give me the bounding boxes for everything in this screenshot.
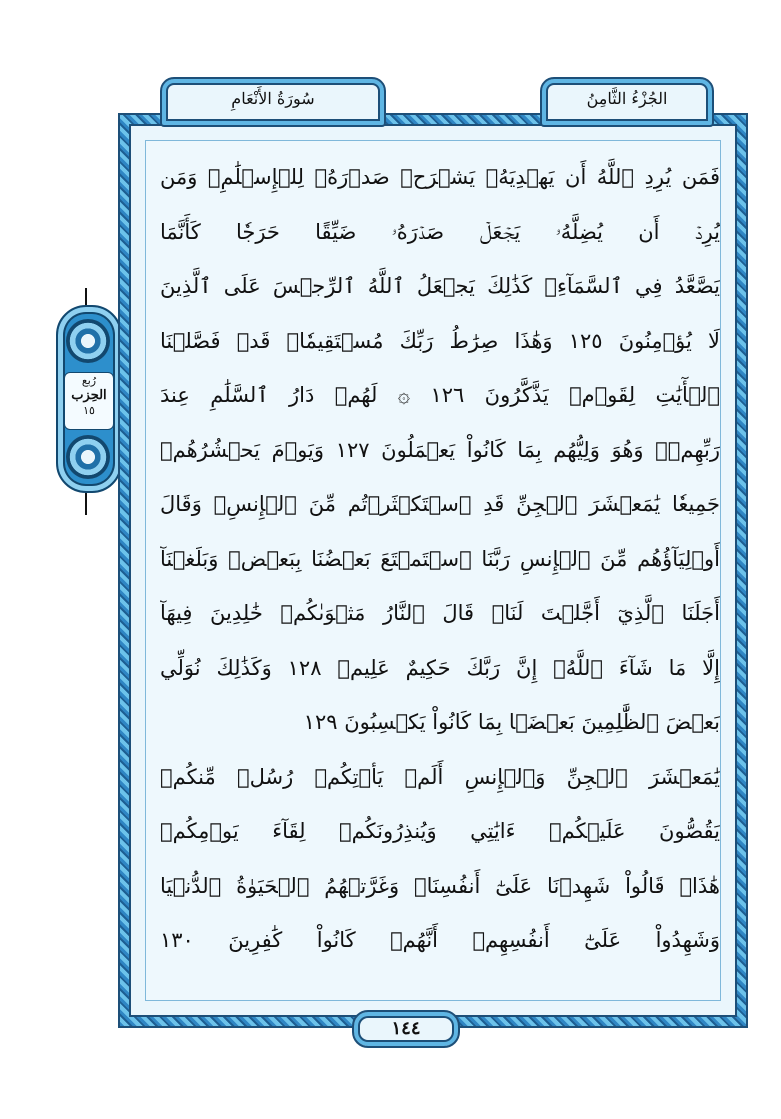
rub-al-hizb-medallion [56, 305, 122, 493]
verse-line: وَشَهِدُواْ عَلَىٰٓ أَنفُسِهِمۡ أَنَّهُمۡ كَانُواْ كَٰفِرِينَ ١٣٠ [160, 928, 720, 952]
verse-line: بَعۡضَ ٱلظَّٰلِمِينَ بَعۡضَۢا بِمَا كَانُواْ يَكۡسِبُونَ ١٢٩ [303, 710, 720, 734]
verse-line: رَبِّهِمۡۖ وَهُوَ وَلِيُّهُم بِمَا كَانُواْ يَعۡمَلُونَ ١٢٧ وَيَوۡمَ يَحۡشُرُهُمۡ [160, 437, 720, 462]
hizb-marker-label [64, 372, 114, 430]
hizb-marker-number: ١٥ [83, 404, 95, 417]
verse-line: أَوۡلِيَآؤُهُم مِّنَ ٱلۡإِنسِ رَبَّنَا ٱسۡتَمۡتَعَ بَعۡضُنَا بِبَعۡضٖ وَبَلَغۡنَآ [160, 546, 720, 571]
rosette-top-icon [66, 319, 110, 363]
verse-line: فَمَن يُرِدِ ٱللَّهُ أَن يَهۡدِيَهُۥ يَشۡرَحۡ صَدۡرَهُۥ لِلۡإِسۡلَٰمِۖ وَمَن [160, 165, 720, 189]
juz-name-cartouche [540, 77, 714, 127]
verse-line: جَمِيعٗا يَٰمَعۡشَرَ ٱلۡجِنِّ قَدِ ٱسۡتَكۡثَرۡتُم مِّنَ ٱلۡإِنسِۖ وَقَالَ [160, 492, 720, 516]
verse-line: يُرِدۡ أَن يُضِلَّهُۥ يَجۡعَلۡ صَدۡرَهُۥ ضَيِّقًا حَرَجٗا كَأَنَّمَا [160, 219, 720, 244]
page-number-cartouche [352, 1010, 460, 1048]
hizb-marker-line1: رُبع [81, 374, 97, 387]
verse-line: لَا يُؤۡمِنُونَ ١٢٥ وَهَٰذَا صِرَٰطُ رَبِّكَ مُسۡتَقِيمٗاۗ قَدۡ فَصَّلۡنَا [160, 328, 720, 353]
juz-name: الجُزْءُ الثَّامِنُ [586, 89, 668, 108]
verse-line: إِلَّا مَا شَآءَ ٱللَّهُۗ إِنَّ رَبَّكَ حَكِيمٌ عَلِيمٞ ١٢٨ وَكَذَٰلِكَ نُوَلِّي [160, 655, 720, 680]
surah-name: سُورَةُ الأَنْعَامِ [231, 89, 315, 108]
verse-line: هَٰذَاۚ قَالُواْ شَهِدۡنَا عَلَىٰٓ أَنفُسِنَاۖ وَغَرَّتۡهُمُ ٱلۡحَيَوٰةُ ٱلدُّنۡيَا [160, 873, 720, 898]
rosette-bottom-icon [66, 435, 110, 479]
verse-line: ٱلۡأٓيَٰتِ لِقَوۡمٖ يَذَّكَّرُونَ ١٢٦ ۞ لَهُمۡ دَارُ ٱلسَّلَٰمِ عِندَ [160, 383, 720, 407]
hizb-marker-line2: الحِزب [71, 388, 107, 403]
verse-lines [160, 150, 720, 968]
verse-line: يَصَّعَّدُ فِي ٱلسَّمَآءِۚ كَذَٰلِكَ يَجۡعَلُ ٱللَّهُ ٱلرِّجۡسَ عَلَى ٱلَّذِينَ [160, 274, 720, 298]
verse-line: أَجَلَنَا ٱلَّذِيٓ أَجَّلۡتَ لَنَاۚ قَالَ ٱلنَّارُ مَثۡوَىٰكُمۡ خَٰلِدِينَ فِيهَآ [160, 601, 720, 625]
page-number: ١٤٤ [391, 1018, 421, 1039]
surah-name-cartouche [160, 77, 386, 127]
verse-line: يَقُصُّونَ عَلَيۡكُمۡ ءَايَٰتِي وَيُنذِرُونَكُمۡ لِقَآءَ يَوۡمِكُمۡ [160, 819, 720, 843]
verse-line: يَٰمَعۡشَرَ ٱلۡجِنِّ وَٱلۡإِنسِ أَلَمۡ يَأۡتِكُمۡ رُسُلٞ مِّنكُمۡ [160, 764, 720, 789]
